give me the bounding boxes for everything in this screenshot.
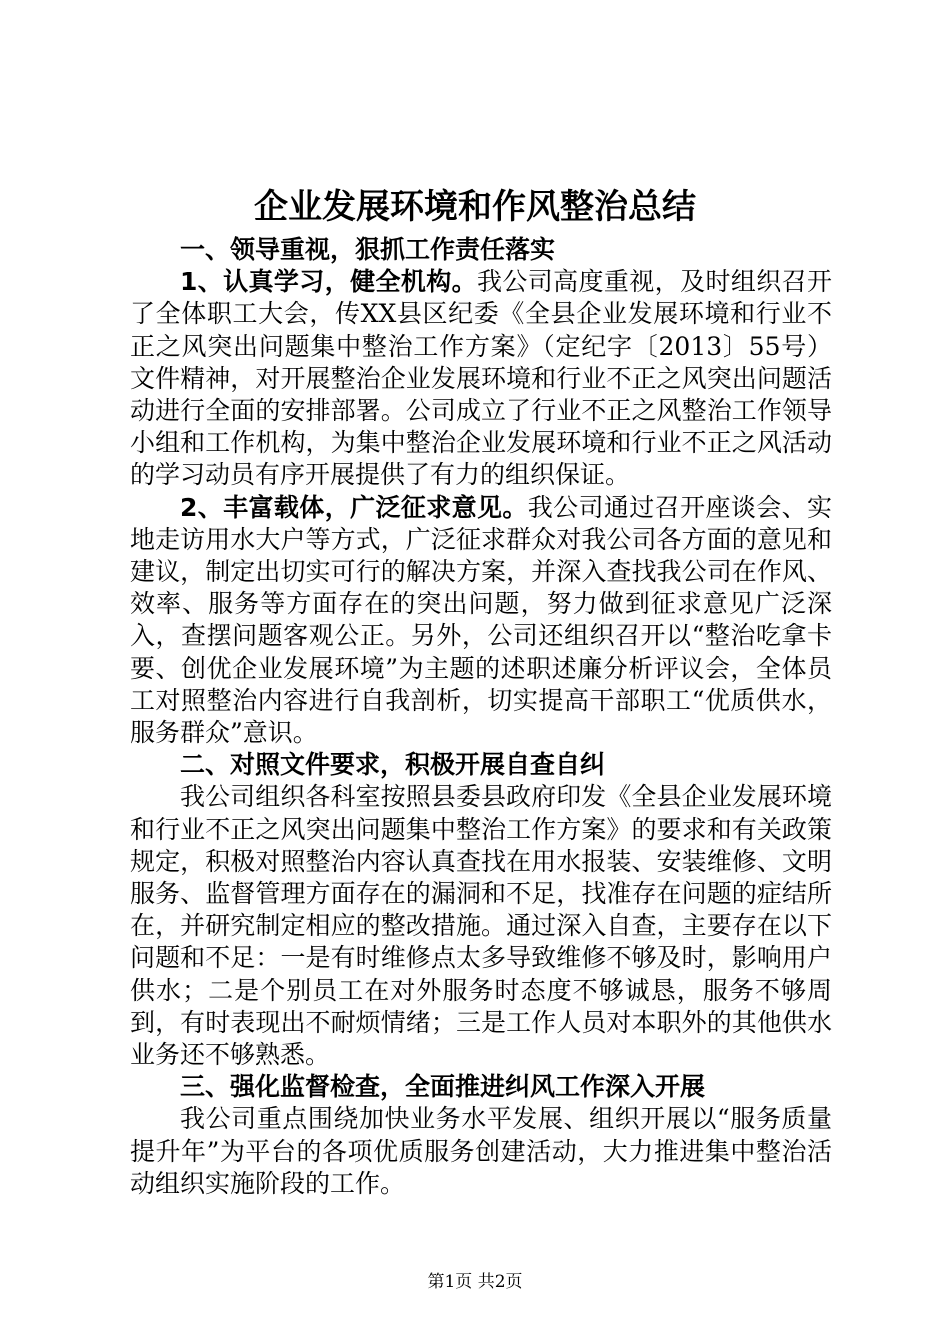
document-title: 企业发展环境和作风整治总结	[254, 187, 696, 227]
section-1-item-2-text: 我公司通过召开座谈会、实地走访用水大户等方式，广泛征求群众对我公司各方面的意见和建议，制定出切实可行的解决方案，并深入查找我公司在作风、效率、服务等方面存在的突出问题，努力做到征求意见广泛深入，查摆问题客观公正。另外，公司还组织召开以“整治吃拿卡要、创优企业发展环境”为主题的述职述廉分析评议会，全体员工对照整治内容进行自我剖析，切实提高干部职工“优质供水，服务群众”意识。	[130, 492, 832, 748]
page-number-footer: 第1页 共2页	[427, 1272, 523, 1292]
section-1-heading: 一、领导重视，狠抓工作责任落实	[180, 235, 556, 264]
section-1-item-1-lead: 1、认真学习，健全机构。	[180, 267, 477, 297]
section-1-paragraph-1	[130, 266, 832, 491]
section-1-item-1-text: 我公司高度重视，及时组织召开了全体职工大会，传XX县区纪委《全县企业发展环境和行业不正之风突出问题集中整治工作方案》（定纪字〔2013〕55号）文件精神，对开展整治企业发展环境和行业不正之风突出问题活动进行全面的安排部署。公司成立了行业不正之风整治工作领导小组和工作机构，为集中整治企业发展环境和行业不正之风活动的学习动员有序开展提供了有力的组织保证。	[130, 267, 832, 490]
section-3-paragraph: 我公司重点围绕加快业务水平发展、组织开展以“服务质量提升年”为平台的各项优质服务创建活动，大力推进集中整治活动组织实施阶段的工作。	[130, 1104, 832, 1198]
section-3-heading: 三、强化监督检查，全面推进纠风工作深入开展	[180, 1072, 706, 1102]
section-1-item-2-lead: 2、丰富载体，广泛征求意见。	[180, 492, 528, 522]
document-body	[130, 234, 832, 1200]
section-1-paragraph-2	[130, 492, 832, 750]
section-2-paragraph: 我公司组织各科室按照县委县政府印发《全县企业发展环境和行业不正之风突出问题集中整治工作方案》的要求和有关政策规定，积极对照整治内容认真查找在用水报装、安装维修、文明服务、监督管理方面存在的漏洞和不足，找准存在问题的症结所在，并研究制定相应的整改措施。通过深入自查，主要存在以下问题和不足：一是有时维修点太多导致维修不够及时，影响用户供水；二是个别员工在对外服务时态度不够诚恳，服务不够周到，有时表现出不耐烦情绪；三是工作人员对本职外的其他供水业务还不够熟悉。	[130, 782, 832, 1070]
section-2-heading: 二、对照文件要求，积极开展自查自纠	[180, 750, 606, 780]
